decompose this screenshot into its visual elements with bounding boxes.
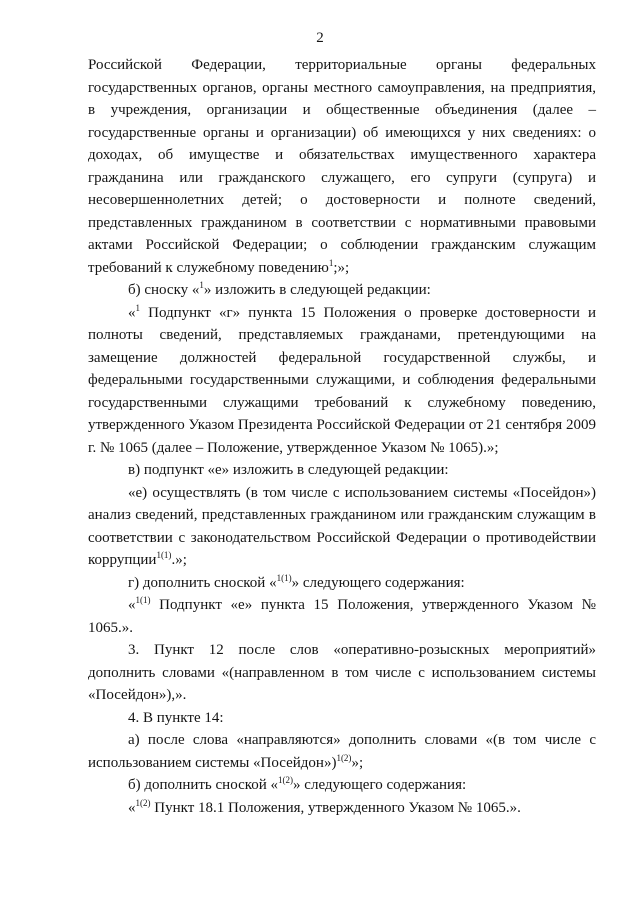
paragraph-text: Пункт 18.1 Положения, утвержденного Указом № 1065.». — [150, 799, 521, 816]
paragraph-footnote-1-2 — [88, 797, 596, 820]
footnote-marker: 1 — [135, 302, 140, 313]
paragraph-tail: » следующего содержания: — [293, 777, 467, 793]
paragraph-subitem-b — [88, 774, 596, 797]
paragraph-text: Российской Федерации, территориальные органы федеральных государственных органов, органы местного самоуправления, на предприятия, в учреждения, организации и общественные объединения (далее – государственные органы и организации) об имеющихся у них сведениях: о доходах, об имуществе и обязательствах имущественного характера гражданина или гражданского служащего, его супруги (супруга) и несовершеннолетних детей; о достоверности и полноте сведений, представленных гражданином в соответствии с нормативными правовыми актами Российской Федерации; о соблюдении гражданским служащим требований к служебному поведению — [88, 57, 596, 276]
paragraph-footnote-1-1 — [88, 594, 596, 639]
paragraph-text: б) дополнить сноской « — [128, 777, 279, 793]
paragraph-footnote-text — [88, 302, 596, 460]
paragraph-text: Подпункт «е» пункта 15 Положения, утвержденного Указом № 1065.». — [88, 597, 596, 636]
paragraph-subitem-a — [88, 729, 596, 774]
paragraph-text: «е) осуществлять (в том числе с использованием системы «Посейдон») анализ сведений, представленных гражданином или гражданским служащим в соответствии с законодательством Российской Федерации о противодействии коррупции — [88, 484, 596, 568]
paragraph-continuation — [88, 54, 596, 279]
quote-open: « — [128, 799, 136, 816]
quote-open: « — [128, 304, 136, 321]
paragraph-subitem-g — [88, 572, 596, 595]
footnote-marker: 1(2) — [336, 752, 352, 763]
paragraph-text: 3. Пункт 12 после слов «оперативно-розыскных мероприятий» дополнить словами «(направленном в том числе с использованием системы «Посейдон»),». — [88, 642, 596, 703]
footnote-marker: 1(2) — [135, 797, 151, 808]
footnote-marker: 1(1) — [135, 595, 151, 605]
quote-open: « — [128, 597, 136, 613]
footnote-marker: 1 — [328, 257, 334, 268]
paragraph-text: 4. В пункте 14: — [128, 709, 224, 726]
paragraph-footnote-instruction — [88, 279, 596, 302]
paragraph-tail: .»; — [171, 552, 187, 568]
paragraph-tail: »; — [351, 754, 364, 771]
paragraph-subitem-v — [88, 459, 596, 482]
paragraph-tail: » изложить в следующей редакции: — [203, 282, 431, 298]
footnote-marker: 1(2) — [278, 775, 294, 785]
paragraph-text: б) сноску « — [128, 282, 200, 298]
paragraph-text: в) подпункт «е» изложить в следующей редакции: — [128, 462, 449, 478]
paragraph-item-3 — [88, 639, 596, 707]
footnote-marker: 1(1) — [156, 550, 172, 560]
paragraph-text: а) после слова «направляются» дополнить словами «(в том числе с использованием системы «Посейдон») — [88, 732, 596, 771]
paragraph-item-4 — [88, 707, 596, 730]
footnote-marker: 1(1) — [276, 572, 292, 583]
page-number: 2 — [316, 30, 324, 46]
document-body — [88, 54, 596, 819]
paragraph-tail: ;»; — [333, 259, 350, 276]
paragraph-tail: » следующего содержания: — [291, 574, 465, 591]
paragraph-text: Подпункт «г» пункта 15 Положения о проверке достоверности и полноты сведений, представляемых гражданами, претендующими на замещение должностей федеральной государственной службы, и федеральными государственными служащими, и соблюдения федеральными государственными служащими требований к служебному поведению, утвержденного Указом Президента Российской Федерации от 21 сентября 2009 г. № 1065 (далее – Положение, утвержденное Указом № 1065).»; — [88, 304, 596, 456]
footnote-marker: 1 — [199, 280, 204, 290]
paragraph-text: г) дополнить сноской « — [128, 574, 277, 591]
paragraph-subitem-e — [88, 482, 596, 572]
